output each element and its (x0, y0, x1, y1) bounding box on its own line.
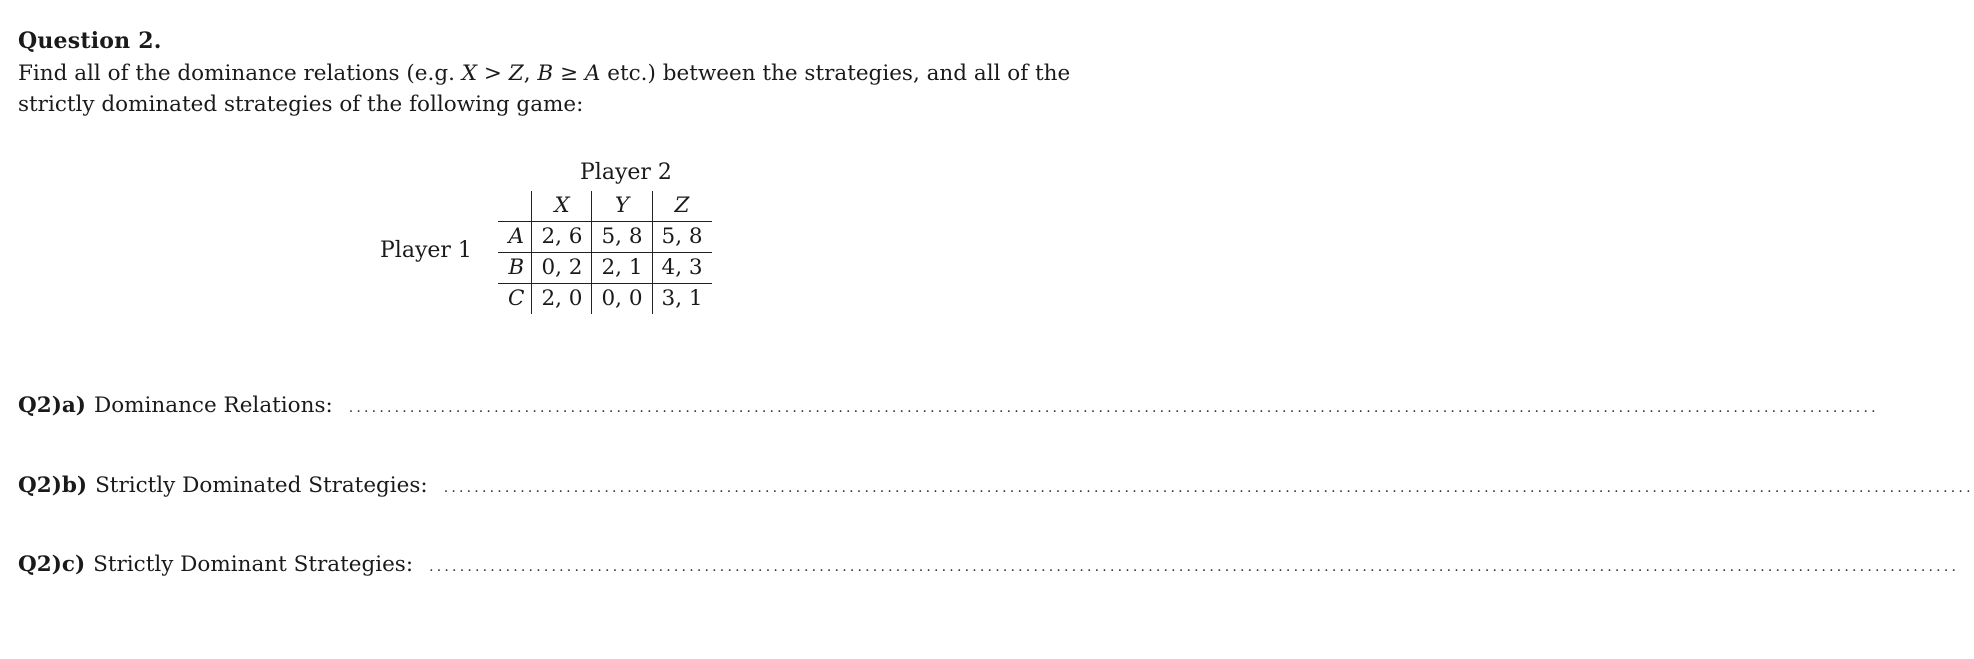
answer-blank[interactable]: ........................................................................................................................................................................................................ (429, 559, 1960, 575)
answer-tag: Q2)b) (18, 473, 88, 498)
question-line-1-end: etc.) between the strategies, and all of the (600, 61, 1071, 86)
relation-2-operator: ≥ (553, 61, 585, 86)
relation-2-right: A (584, 61, 601, 86)
table-row (498, 222, 712, 253)
question-title: Question 2. (18, 28, 162, 54)
payoff-cell: 0, 2 (532, 253, 592, 284)
relation-2-left: B (537, 61, 554, 86)
payoff-cell: 2, 1 (592, 253, 652, 284)
payoff-matrix (498, 191, 712, 314)
relation-1-left: X (461, 61, 478, 86)
payoff-cell: 4, 3 (652, 253, 712, 284)
question-line-1-start: Find all of the dominance relations (e.g. (18, 61, 462, 86)
payoff-cell: 2, 6 (532, 222, 592, 253)
table-row (498, 284, 712, 315)
answer-prompt: Strictly Dominated Strategies: (95, 473, 428, 498)
relation-1-right: Z (508, 61, 524, 86)
answer-line-q2c (18, 552, 1960, 577)
question-text (18, 58, 1128, 120)
player-1-label: Player 1 (380, 238, 472, 263)
answer-line-q2b (18, 473, 1974, 498)
question-line-1 (18, 58, 1128, 89)
answer-tag: Q2)c) (18, 552, 86, 577)
payoff-cell: 0, 0 (592, 284, 652, 315)
player-2-label: Player 2 (580, 160, 672, 185)
question-line-2: strictly dominated strategies of the following game: (18, 92, 584, 117)
answer-prompt: Dominance Relations: (93, 393, 333, 418)
payoff-cell: 2, 0 (532, 284, 592, 315)
column-header-row (498, 191, 712, 222)
payoff-cell: 5, 8 (652, 222, 712, 253)
answer-blank[interactable]: ........................................................................................................................................................................................................ (443, 480, 1974, 496)
answer-line-q2a (18, 393, 1879, 418)
answer-tag: Q2)a) (18, 393, 86, 418)
answer-prompt: Strictly Dominant Strategies: (93, 552, 414, 577)
row-header-b: B (498, 253, 532, 284)
table-row (498, 253, 712, 284)
column-header-z: Z (652, 191, 712, 222)
column-header-y: Y (592, 191, 652, 222)
column-header-x: X (532, 191, 592, 222)
row-header-a: A (498, 222, 532, 253)
relation-1-operator: > (477, 61, 509, 86)
row-header-c: C (508, 286, 525, 311)
corner-cell (498, 191, 532, 222)
relation-separator: , (523, 61, 538, 86)
payoff-cell: 3, 1 (652, 284, 712, 315)
answer-blank[interactable]: ........................................................................................................................................................................................................ (348, 400, 1879, 416)
payoff-cell: 5, 8 (592, 222, 652, 253)
